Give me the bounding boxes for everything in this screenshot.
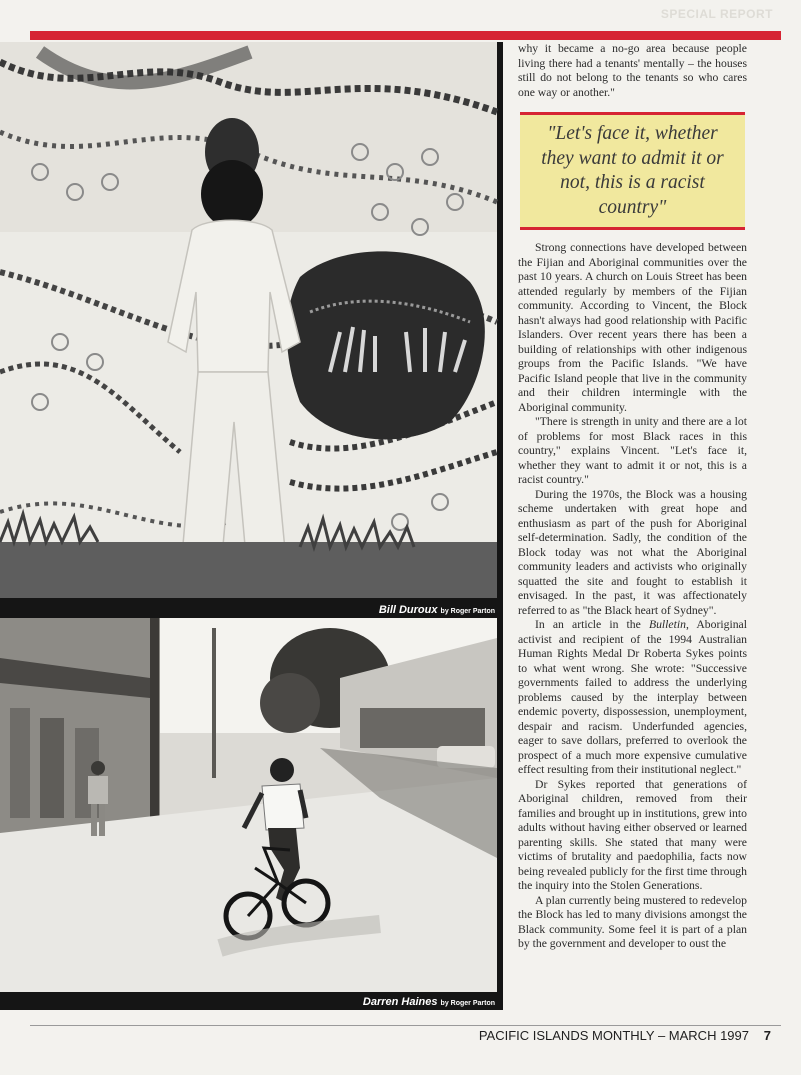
section-label: SPECIAL REPORT [660, 7, 773, 21]
article-paragraph: Strong connections have developed between the Fijian and Aboriginal communities over the past 10 years. A church on Louis Street has been attended regularly by members of the Fijian community. According to Vincent, the Block hasn't always had good relationship with Pacific Islanders. Over recent years there has been a building of relationships with other indigenous groups from the Pacific Islands. "We have Pacific Island people that live in the community and their children intermingle with the Aboriginal community. [518, 241, 747, 414]
article-paragraph: In an article in the Bulletin, Aboriginal activist and recipient of the 1994 Australian Human Rights Medal Dr Roberta Sykes points to what went wrong. She wrote: "Successive governments failed to address the underlying problems caused by the interplay between endemic poverty, dispossession, unemployment, despair and racism. Underfunded agencies, eager to save dollars, preferred to overlook the prospect of a much more expensive cumulative effect resulting from their institutional neglect." [518, 618, 747, 777]
article-paragraph: "There is strength in unity and there are a lot of problems for most Black races in this country," explains Vincent. "Let's face it, whether they want to admit it or not, this is a racist country." [518, 415, 747, 487]
article-paragraph: During the 1970s, the Block was a housing scheme undertaken with great hope and enthusiasm as part of the push for Aboriginal self-determination. Sadly, the condition of the Block today was not what the Aboriginal community leaders and activists who originally squatted the site and fought to establish it envisaged. In the past, it was affectionately referred to as "the Black heart of Sydney". [518, 487, 747, 617]
page-number: 7 [763, 1028, 771, 1043]
street-image [0, 618, 503, 1010]
article-paragraph: A plan currently being mustered to redevelop the Block has led to many divisions amongst the Black community. Some feel it is part of a plan by the government and developer to oust the [518, 893, 747, 951]
photo-portrait [0, 42, 503, 618]
pull-quote: "Let's face it, whether they want to admit it or not, this is a racist country" [520, 112, 745, 230]
photo-caption-bottom: Darren Haines by Roger Parton [362, 996, 495, 1008]
footer-publication: PACIFIC ISLANDS MONTHLY – MARCH 1997 [478, 1028, 749, 1043]
portrait-image [0, 42, 503, 618]
article-paragraph: Dr Sykes reported that generations of Aboriginal children, removed from their families and brought up in institutions, grew into adults without having either observed or learned parenting skills. She stated that many were victims of brutality and paedophilia, facts now being revealed publicly for the first time through the inquiry into the Stolen Generations. [518, 777, 747, 893]
article-column [518, 42, 747, 952]
photo-caption-top: Bill Duroux by Roger Parton [378, 604, 495, 616]
photo-street [0, 618, 503, 1010]
bottom-rule [30, 1025, 781, 1026]
article-intro: why it became a no-go area because people living there had a tenants' mentally – the houses still do not belong to the tenants so who cares one way or another." [518, 42, 747, 99]
top-red-rule [30, 31, 781, 40]
